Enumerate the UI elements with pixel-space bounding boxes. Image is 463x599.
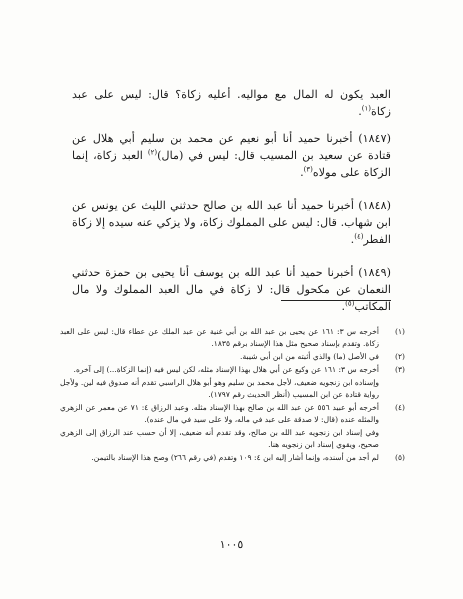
footnote-ref-2: (٢) [147,148,158,157]
hadith-1849 [72,264,391,315]
footnote-text: أخرجه س ٣: ١٦١ عن وكيع عن أبي هلال بهذا الإسناد مثله، لكن ليس فيه (إنما الزكاة...) إلى آخره. [73,365,379,374]
footnote-number: (٣) [394,365,405,374]
footnote-number: (٤) [394,403,405,412]
footnote-text: في الأصل (ما) والذي أثبته من ابن أبي شيبة. [240,352,379,361]
footnote [60,377,405,401]
footnote-text: وفي إسناد ابن زنجويه عبد الله بن صالح، وقد تقدم أنه ضعيف، إلا أن حسب عند الرزاق إلى الزهري صحيح، ويقوي إسناد ابن زنجويه هنا. [60,428,379,449]
hadith-1848 [72,197,391,248]
paragraph-0 [72,86,391,120]
footnotes [60,326,405,465]
footnote-number [379,377,405,401]
footnote-ref-5: (٥) [345,299,355,308]
footnote-ref-3: (٣) [303,165,313,174]
footnote-number [379,427,405,451]
footnote-text: أخرجه أبو عبيد ٥٥٦ عن عبد الله بن صالح بهذا الإسناد مثله. وعبد الرزاق ٤: ٧١ عن معمر عن الزهري والمثله عنده (قال: لا صدقة على عبد في ماله، ولا على سيد في مال عنده). [60,403,379,424]
hadith-1849-end: . [341,300,346,313]
hadith-1849-text: (١٨٤٩) أخبرنا حميد أنا عبد الله بن يوسف أنا يحيى بن حمزة حدثني النعمان عن مكحول قال: لا زكاة في مال العبد المملوك ولا مال المكاتب [72,266,391,313]
hadith-1847-text-a: (١٨٤٧) أخبرنا حميد أنا أبو نعيم عن محمد بن سليم أبي هلال عن قتادة عن سعيد بن المسيب قال: ليس في (مال) [72,132,391,162]
page-number: ١٠٠٥ [219,538,244,551]
footnote [60,364,405,376]
main-text [72,86,391,331]
footnote-ref-4: (٤) [354,232,364,241]
footnote [60,402,405,426]
footnote-number: (٥) [394,453,405,462]
footnote-text: أخرجه س ٣: ١٦١ عن يحيى بن عبد الله بن أبي غنية عن عبد الملك عن عطاء قال: ليس على العبد زكاة. وتقدم بإسناد صحيح مثل هذا الإسناد برقم ١٨٣٥. [60,327,379,348]
footnote-text: لم أجد من أسنده، وإنما أشار إليه ابن ٤: ١٠٩ وتقدم (في رقم ٢٦٦) وصح هذا الإسناد بالتيمن. [91,453,379,462]
hadith-1847-end: . [300,166,304,179]
footnote-text: وإسناده ابن زنجويه ضعيف، لأجل محمد بن سليم وهو أبو هلال الراسبي تقدم أنه صدوق فيه لين. ولأجل رواية قتادة عن ابن المسيب (أنظر الحديث رقم ١٧٩٧). [60,378,379,399]
footnote [60,427,405,451]
footnote [60,452,405,464]
hadith-1847-text-b: العبد زكاة، إنما الزكاة على مولاه [72,149,391,179]
footnote-number: (٢) [394,352,405,361]
hadith-1848-end: . [350,233,355,246]
footnote-divider [281,300,391,301]
footnote-ref-1: (١) [361,104,371,113]
footnote [60,351,405,363]
paragraph-0-text: العبد يكون له المال مع مواليه. أعليه زكاة؟ قال: ليس على عبد زكاة [72,88,391,118]
hadith-1848-text: (١٨٤٨) أخبرنا حميد أنا عبد الله بن صالح حدثني الليث عن يونس عن ابن شهاب. قال: ليس على المملوك زكاة، ولا يزكي عنه سيده إلا زكاة الفطر [72,199,391,246]
footnote-number: (١) [394,327,405,336]
paragraph-0-end: . [358,105,362,118]
footnote [60,326,405,350]
hadith-1847 [72,130,391,181]
